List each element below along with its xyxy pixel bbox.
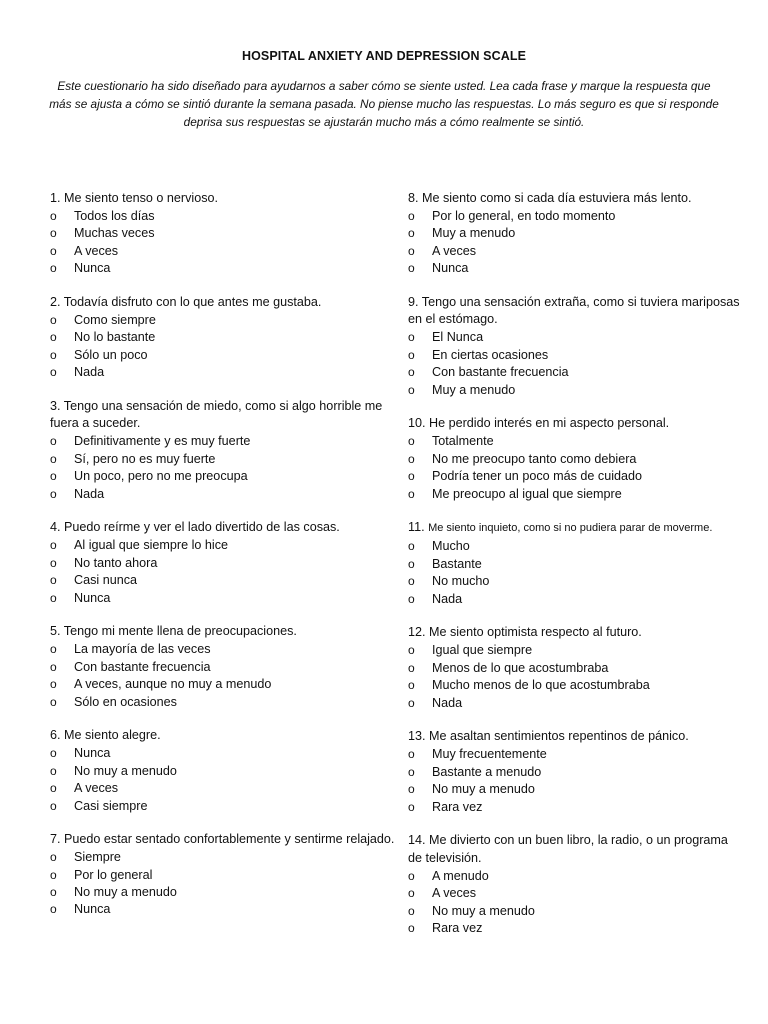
question-gap	[50, 381, 395, 398]
question-text	[408, 728, 743, 745]
question-item	[50, 398, 395, 502]
circle-bullet-icon[interactable]: o	[50, 850, 57, 865]
answer-option[interactable]	[50, 433, 395, 450]
question-item	[408, 624, 743, 711]
circle-bullet-icon[interactable]: o	[50, 746, 57, 761]
question-text-main: 12. Me siento optimista respecto al futuro.	[408, 625, 642, 640]
circle-bullet-icon[interactable]: o	[408, 574, 415, 589]
answer-option-label: Nada	[432, 695, 463, 710]
circle-bullet-icon[interactable]: o	[408, 782, 415, 797]
answer-option-label: Por lo general, en todo momento	[432, 209, 616, 224]
question-item	[408, 728, 743, 815]
question-text-main: 4. Puedo reírme y ver el lado divertido de las cosas.	[50, 520, 340, 535]
question-gap	[50, 606, 395, 623]
answer-option-label: Nunca	[74, 261, 111, 276]
answer-option[interactable]	[50, 762, 395, 779]
circle-bullet-icon[interactable]: o	[50, 573, 57, 588]
question-gap	[50, 710, 395, 727]
answer-option[interactable]	[50, 260, 395, 277]
answer-option-label: Casi siempre	[74, 798, 148, 813]
question-gap	[50, 502, 395, 519]
answer-option-label: No lo bastante	[74, 330, 156, 345]
answer-option[interactable]	[50, 589, 395, 606]
circle-bullet-icon[interactable]: o	[408, 382, 415, 397]
answer-option[interactable]	[408, 573, 743, 590]
answer-option[interactable]	[408, 676, 743, 693]
question-item	[50, 831, 395, 918]
left-column	[50, 190, 395, 918]
question-text	[50, 727, 395, 744]
answer-option-label: Nunca	[74, 746, 111, 761]
question-item	[50, 294, 395, 381]
circle-bullet-icon[interactable]: o	[50, 313, 57, 328]
answer-option-label: Nada	[74, 486, 105, 501]
document-title: HOSPITAL ANXIETY AND DEPRESSION SCALE	[241, 49, 527, 63]
answer-option-label: Mucho	[432, 539, 470, 554]
question-text-main: 7. Puedo estar sentado confortablemente y sentirme relajado.	[50, 832, 395, 847]
answer-option-label: A veces	[432, 886, 477, 901]
circle-bullet-icon[interactable]: o	[408, 469, 415, 484]
answer-option[interactable]	[50, 207, 395, 224]
answer-option[interactable]	[50, 675, 395, 692]
answer-option[interactable]	[50, 329, 395, 346]
circle-bullet-icon[interactable]: o	[50, 867, 57, 882]
answer-option[interactable]	[50, 641, 395, 658]
question-item	[408, 519, 743, 607]
answer-option-label: Por lo general	[74, 867, 153, 882]
answer-option[interactable]	[408, 867, 743, 884]
right-column	[408, 190, 743, 937]
question-text-main: 10. He perdido interés en mi aspecto personal.	[408, 416, 670, 431]
circle-bullet-icon[interactable]: o	[408, 261, 415, 276]
answer-option-label: Podría tener un poco más de cuidado	[432, 469, 643, 484]
circle-bullet-icon[interactable]: o	[408, 451, 415, 466]
answer-option-label: Muy a menudo	[432, 382, 516, 397]
answer-option-label: Sólo en ocasiones	[74, 694, 177, 709]
question-text-main: 13. Me asaltan sentimientos repentinos de pánico.	[408, 729, 689, 744]
answer-option-label: Muy frecuentemente	[432, 747, 547, 762]
answer-option-label: Rara vez	[432, 920, 483, 935]
answer-option-label: Nunca	[432, 261, 469, 276]
question-text	[408, 519, 743, 537]
answer-option-label: Totalmente	[432, 434, 494, 449]
circle-bullet-icon[interactable]: o	[50, 902, 57, 917]
question-text	[408, 294, 743, 329]
question-text-main: 11.	[408, 520, 429, 535]
answer-option[interactable]	[50, 311, 395, 328]
answer-option[interactable]	[50, 693, 395, 710]
question-item	[50, 190, 395, 277]
answer-option[interactable]	[408, 260, 743, 277]
answer-option-label: Rara vez	[432, 799, 483, 814]
question-item	[408, 294, 743, 398]
question-text-main: 14. Me divierto con un buen libro, la radio, o un programa de televisión.	[408, 833, 728, 865]
question-text-main: 5. Tengo mi mente llena de preocupaciones.	[50, 624, 297, 639]
question-gap	[408, 398, 743, 415]
circle-bullet-icon[interactable]: o	[50, 659, 57, 674]
answer-option[interactable]	[408, 450, 743, 467]
answer-option[interactable]	[408, 642, 743, 659]
circle-bullet-icon[interactable]: o	[50, 694, 57, 709]
circle-bullet-icon[interactable]: o	[408, 886, 415, 901]
answer-option-label: Nada	[432, 591, 463, 606]
answer-option-label: Me preocupo al igual que siempre	[432, 486, 622, 501]
circle-bullet-icon[interactable]: o	[50, 555, 57, 570]
circle-bullet-icon[interactable]: o	[408, 243, 415, 258]
circle-bullet-icon[interactable]: o	[50, 590, 57, 605]
answer-option[interactable]	[50, 242, 395, 259]
answer-option[interactable]	[50, 883, 395, 900]
answer-option[interactable]	[408, 659, 743, 676]
question-gap	[50, 277, 395, 294]
circle-bullet-icon[interactable]: o	[408, 643, 415, 658]
circle-bullet-icon[interactable]: o	[408, 678, 415, 693]
answer-option[interactable]	[50, 537, 395, 554]
answer-option-label: Igual que siempre	[432, 643, 533, 658]
circle-bullet-icon[interactable]: o	[50, 434, 57, 449]
circle-bullet-icon[interactable]: o	[408, 903, 415, 918]
circle-bullet-icon[interactable]: o	[50, 798, 57, 813]
answer-option-label: Un poco, pero no me preocupa	[74, 469, 248, 484]
answer-option-label: Siempre	[74, 850, 121, 865]
circle-bullet-icon[interactable]: o	[408, 434, 415, 449]
question-item	[50, 519, 395, 606]
circle-bullet-icon[interactable]: o	[50, 677, 57, 692]
answer-option[interactable]	[408, 346, 743, 363]
circle-bullet-icon[interactable]: o	[50, 261, 57, 276]
question-item	[408, 190, 743, 277]
circle-bullet-icon[interactable]: o	[408, 764, 415, 779]
circle-bullet-icon[interactable]: o	[408, 747, 415, 762]
question-gap	[408, 277, 743, 294]
answer-option[interactable]	[408, 746, 743, 763]
answer-option[interactable]	[408, 364, 743, 381]
question-gap	[408, 711, 743, 728]
answer-option[interactable]	[50, 450, 395, 467]
circle-bullet-icon[interactable]: o	[408, 660, 415, 675]
answer-option[interactable]	[408, 555, 743, 572]
circle-bullet-icon[interactable]: o	[408, 591, 415, 606]
circle-bullet-icon[interactable]: o	[408, 556, 415, 571]
question-text	[408, 415, 743, 432]
answer-option[interactable]	[50, 572, 395, 589]
answer-option[interactable]	[408, 798, 743, 815]
circle-bullet-icon[interactable]: o	[50, 538, 57, 553]
question-text	[50, 519, 395, 536]
answer-option-label: Todos los días	[74, 209, 155, 224]
answer-option[interactable]	[50, 225, 395, 242]
question-text-main: 8. Me siento como si cada día estuviera más lento.	[408, 191, 692, 205]
circle-bullet-icon[interactable]: o	[408, 799, 415, 814]
circle-bullet-icon[interactable]: o	[408, 539, 415, 554]
question-text	[50, 398, 395, 433]
answer-option-label: Mucho menos de lo que acostumbraba	[432, 678, 650, 693]
answer-option[interactable]	[408, 780, 743, 797]
answer-option[interactable]	[50, 866, 395, 883]
question-text-main: 1. Me siento tenso o nervioso.	[50, 191, 219, 205]
answer-option[interactable]	[50, 849, 395, 866]
circle-bullet-icon[interactable]: o	[50, 226, 57, 241]
answer-option[interactable]	[408, 590, 743, 607]
answer-option[interactable]	[50, 745, 395, 762]
question-text-main: 2. Todavía disfruto con lo que antes me gustaba.	[50, 294, 322, 309]
question-gap	[408, 502, 743, 519]
circle-bullet-icon[interactable]: o	[408, 209, 415, 224]
answer-option[interactable]	[408, 884, 743, 901]
answer-option-label: Sí, pero no es muy fuerte	[74, 451, 216, 466]
circle-bullet-icon[interactable]: o	[408, 695, 415, 710]
question-item	[50, 727, 395, 814]
answer-option-label: A veces, aunque no muy a menudo	[74, 677, 272, 692]
circle-bullet-icon[interactable]: o	[50, 347, 57, 362]
answer-option[interactable]	[408, 538, 743, 555]
answer-option-label: Nunca	[74, 902, 111, 917]
answer-option[interactable]	[408, 242, 743, 259]
question-gap	[50, 814, 395, 831]
answer-option-label: No muy a menudo	[74, 763, 177, 778]
answer-option[interactable]	[408, 919, 743, 936]
answer-option-label: No muy a menudo	[74, 885, 177, 900]
answer-option-label: Con bastante frecuencia	[74, 659, 211, 674]
circle-bullet-icon[interactable]: o	[50, 365, 57, 380]
answer-option-label: A veces	[74, 781, 119, 796]
question-gap	[408, 607, 743, 624]
answer-option[interactable]	[408, 225, 743, 242]
question-text	[408, 832, 743, 867]
answer-option[interactable]	[50, 346, 395, 363]
question-text-small: Me siento inquieto, como si no pudiera parar de moverme.	[428, 522, 713, 535]
circle-bullet-icon[interactable]: o	[50, 885, 57, 900]
circle-bullet-icon[interactable]: o	[50, 763, 57, 778]
circle-bullet-icon[interactable]: o	[408, 365, 415, 380]
question-text	[50, 623, 395, 640]
answer-option[interactable]	[408, 381, 743, 398]
answer-option-label: No muy a menudo	[432, 903, 535, 918]
answer-option-label: Definitivamente y es muy fuerte	[74, 434, 251, 449]
answer-option[interactable]	[50, 901, 395, 918]
answer-option[interactable]	[50, 779, 395, 796]
question-item	[408, 415, 743, 502]
circle-bullet-icon[interactable]: o	[408, 330, 415, 345]
circle-bullet-icon[interactable]: o	[408, 868, 415, 883]
circle-bullet-icon[interactable]: o	[408, 920, 415, 935]
question-text	[408, 624, 743, 641]
answer-option-label: No me preocupo tanto como debiera	[432, 451, 637, 466]
question-item	[50, 623, 395, 710]
circle-bullet-icon[interactable]: o	[408, 486, 415, 501]
answer-option-label: Menos de lo que acostumbraba	[432, 660, 609, 675]
answer-option[interactable]	[408, 485, 743, 502]
answer-option[interactable]	[50, 364, 395, 381]
answer-option-label: Al igual que siempre lo hice	[74, 538, 229, 553]
circle-bullet-icon[interactable]: o	[50, 451, 57, 466]
answer-option[interactable]	[408, 329, 743, 346]
answer-option[interactable]	[50, 468, 395, 485]
answer-option-label: A menudo	[432, 868, 489, 883]
circle-bullet-icon[interactable]: o	[50, 469, 57, 484]
circle-bullet-icon[interactable]: o	[50, 642, 57, 657]
circle-bullet-icon[interactable]: o	[50, 781, 57, 796]
intro-paragraph: Este cuestionario ha sido diseñado para ayudarnos a saber cómo se siente usted. Lea cada frase y marque la respuesta que más se ajusta a cómo se sintió durante la semana pasada. No piense mucho las respuestas. Lo más seguro es que si responde deprisa sus respuestas se ajustarán mucho más a cómo realmente se sintió.	[49, 79, 719, 129]
answer-option-label: En ciertas ocasiones	[432, 347, 549, 362]
question-text	[50, 294, 395, 311]
answer-option[interactable]	[408, 694, 743, 711]
answer-option-label: Casi nunca	[74, 573, 138, 588]
answer-option-label: A veces	[432, 243, 477, 258]
answer-option[interactable]	[408, 433, 743, 450]
circle-bullet-icon[interactable]: o	[50, 243, 57, 258]
answer-option[interactable]	[408, 902, 743, 919]
answer-option[interactable]	[408, 468, 743, 485]
question-text-main: 6. Me siento alegre.	[50, 728, 161, 743]
question-text-main: 3. Tengo una sensación de miedo, como si algo horrible me fuera a suceder.	[50, 398, 383, 431]
circle-bullet-icon[interactable]: o	[50, 209, 57, 224]
answer-option-label: Nada	[74, 365, 105, 380]
answer-option[interactable]	[50, 797, 395, 814]
question-item	[408, 832, 743, 936]
answer-option[interactable]	[50, 554, 395, 571]
answer-option-label: Nunca	[74, 590, 111, 605]
answer-option-label: Sólo un poco	[74, 347, 148, 362]
answer-option-label: El Nunca	[432, 330, 484, 345]
answer-option-label: Bastante a menudo	[432, 764, 542, 779]
question-text-main: 9. Tengo una sensación extraña, como si tuviera mariposas en el estómago.	[408, 294, 740, 327]
answer-option[interactable]	[408, 763, 743, 780]
answer-option-label: Como siempre	[74, 313, 156, 328]
question-gap	[408, 815, 743, 832]
question-text	[408, 190, 743, 207]
answer-option-label: Con bastante frecuencia	[432, 365, 569, 380]
answer-option[interactable]	[408, 207, 743, 224]
answer-option-label: No muy a menudo	[432, 782, 535, 797]
answer-option-label: Muy a menudo	[432, 226, 516, 241]
circle-bullet-icon[interactable]: o	[408, 226, 415, 241]
circle-bullet-icon[interactable]: o	[50, 486, 57, 501]
answer-option-label: No mucho	[432, 574, 490, 589]
question-text	[50, 190, 395, 207]
circle-bullet-icon[interactable]: o	[408, 347, 415, 362]
answer-option-label: A veces	[74, 243, 119, 258]
answer-option-label: La mayoría de las veces	[74, 642, 211, 657]
answer-option[interactable]	[50, 658, 395, 675]
answer-option-label: Muchas veces	[74, 226, 155, 241]
question-text	[50, 831, 395, 848]
circle-bullet-icon[interactable]: o	[50, 330, 57, 345]
answer-option[interactable]	[50, 485, 395, 502]
answer-option-label: Bastante	[432, 556, 482, 571]
answer-option-label: No tanto ahora	[74, 555, 158, 570]
